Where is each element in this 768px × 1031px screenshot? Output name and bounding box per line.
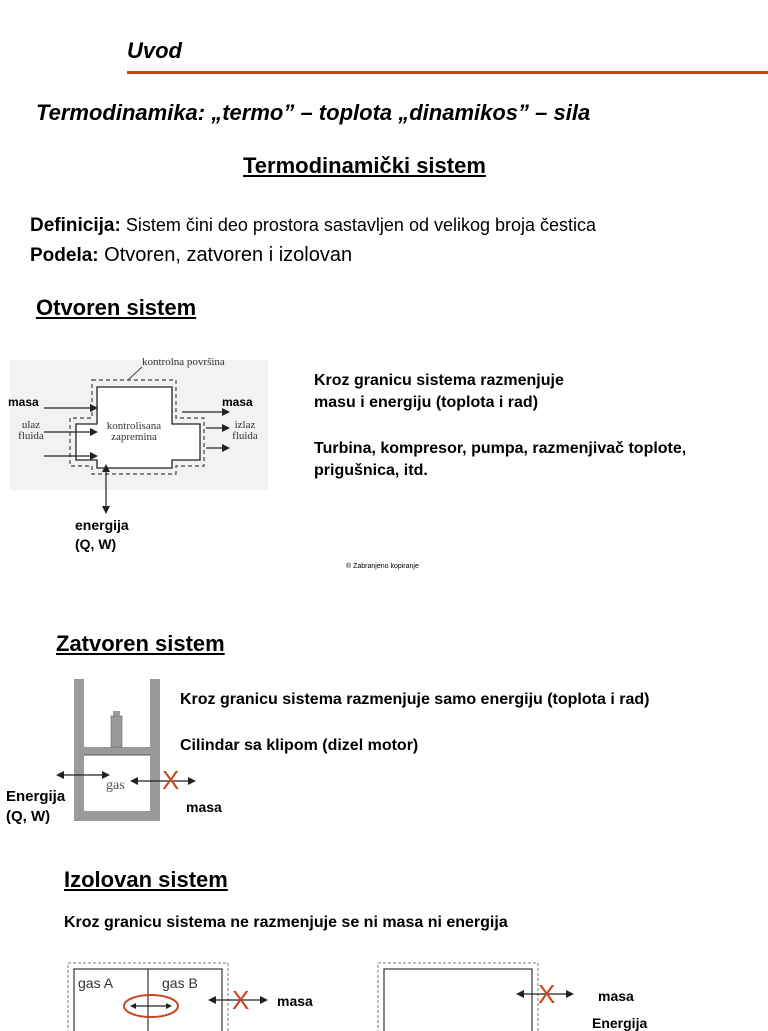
isolated-right-energy-label: Energija <box>592 1015 648 1031</box>
isolated-system-description: Kroz granicu sistema ne razmenjuje se ni masa ni energija <box>64 914 508 931</box>
open-examples-line1: Turbina, kompresor, pumpa, razmenjivač toplote, <box>314 440 687 457</box>
closed-energy-line2: (Q, W) <box>6 808 51 825</box>
open-energy-line1: energija <box>75 517 129 533</box>
page-title: Uvod <box>127 38 182 63</box>
outlet-label-line1: izlaz <box>234 419 256 431</box>
division-text: Otvoren, zatvoren i izolovan <box>98 244 353 266</box>
open-desc-line1: Kroz granicu sistema razmenjuje <box>314 372 564 389</box>
copyright-note: ® Zabranjeno kopiranje <box>346 563 419 570</box>
section-title: Termodinamički sistem <box>243 153 486 178</box>
closed-energy-line1: Energija <box>6 788 66 805</box>
isolated-left-mass-label: masa <box>277 993 313 1009</box>
control-volume-line2: zapremina <box>111 431 157 443</box>
closed-system-example: Cilindar sa klipom (dizel motor) <box>180 737 419 754</box>
isolated-right-cross: X <box>538 979 556 1009</box>
inlet-label-line1: ulaz <box>21 419 41 431</box>
closed-system-description: Kroz granicu sistema razmenjuje samo energiju (toplota i rad) <box>180 691 650 708</box>
isolated-system-heading: Izolovan sistem <box>64 867 228 892</box>
isolated-right-vessel <box>384 969 532 1031</box>
closed-mass-cross: X <box>162 765 180 795</box>
subtitle: Termodinamika: „termo” – toplota „dinamikos” – sila <box>36 100 591 125</box>
inlet-label-line2: fluida <box>18 430 44 442</box>
open-mass-left-label: masa <box>8 395 39 409</box>
isolated-right-mass-label: masa <box>598 988 634 1004</box>
open-energy-line2: (Q, W) <box>75 536 117 552</box>
isolated-left-cross: X <box>232 985 250 1015</box>
isolated-left-mass-arrowhead-right <box>260 996 268 1004</box>
closed-mass-label: masa <box>186 799 222 815</box>
division-label: Podela: <box>30 245 99 266</box>
closed-gas-label: gas <box>106 778 125 793</box>
gas-a-label: gas A <box>78 975 114 991</box>
control-surface-label: kontrolna površina <box>142 356 225 368</box>
open-desc-line2: masu i energiju (toplota i rad) <box>314 394 539 411</box>
definition-label: Definicija: <box>30 215 121 236</box>
open-mass-right-label: masa <box>222 395 253 409</box>
isolated-right-mass-arrowhead-right <box>566 990 574 998</box>
outlet-label-line2: fluida <box>232 430 258 442</box>
closed-system-heading: Zatvoren sistem <box>56 631 225 656</box>
open-examples-line2: prigušnica, itd. <box>314 462 428 479</box>
control-volume-line1: kontrolisana <box>106 420 162 432</box>
open-system-heading: Otvoren sistem <box>36 295 197 320</box>
gas-b-label: gas B <box>162 975 198 991</box>
definition-text: Sistem čini deo prostora sastavljen od velikog broja čestica <box>120 215 597 235</box>
